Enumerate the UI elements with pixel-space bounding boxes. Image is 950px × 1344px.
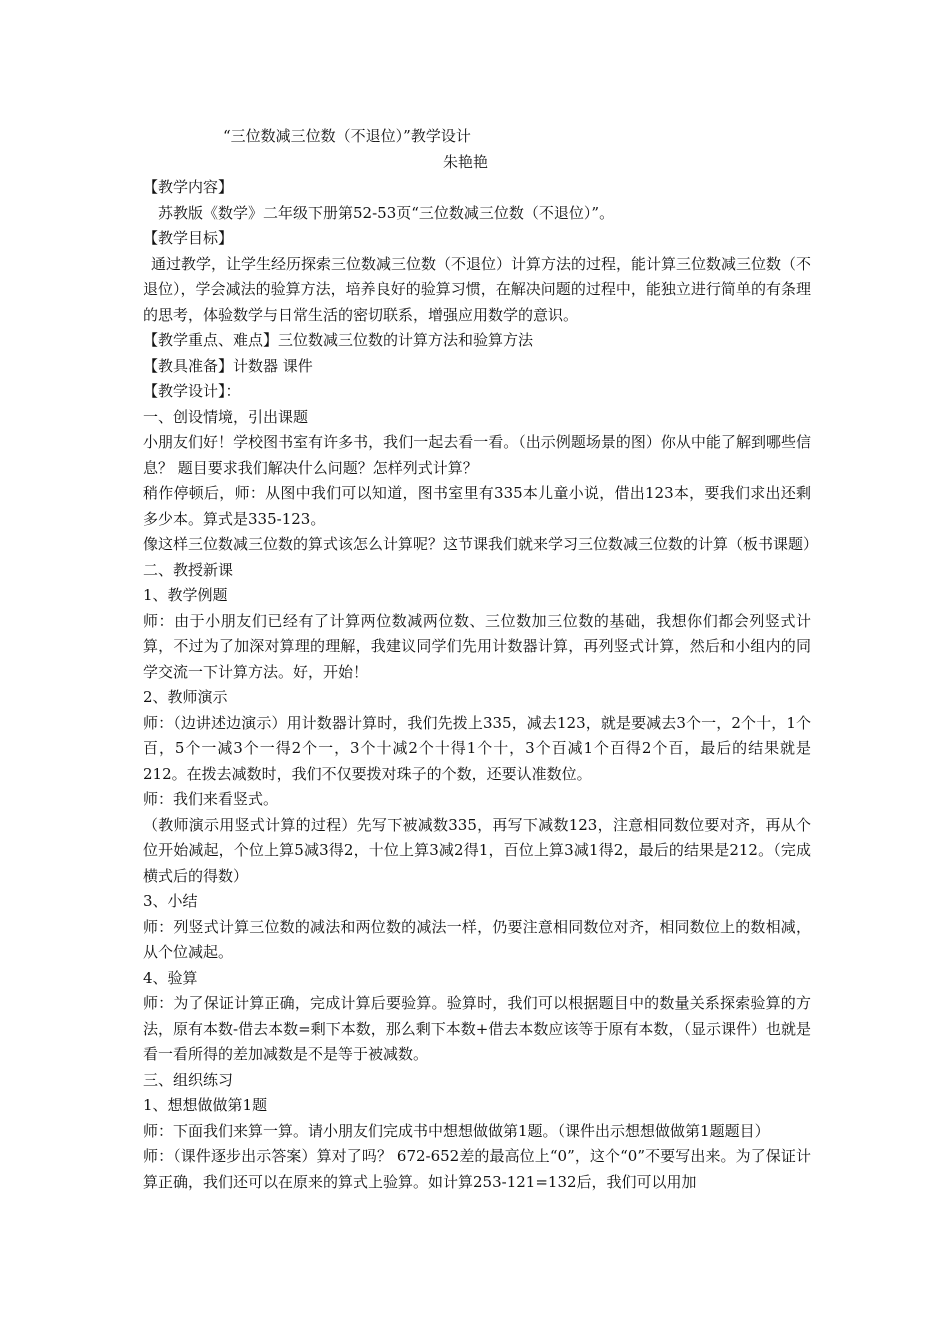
paragraph: 师：（课件逐步出示答案）算对了吗？ 672-652差的最高位上“0”，这个“0”不要写出来。为了保证计算正确，我们还可以在原来的算式上验算。如计算253-121=132后，我们可以用加 (143, 1147, 811, 1191)
paragraph: 师：（边讲述边演示）用计数器计算时，我们先拨上335，减去123，就是要减去3个一，2个十，1个百，5个一减3个一得2个一，3个十减2个十得1个十，3个百减1个百得2个百，最后的结果就是212。在拨去减数时，我们不仅要拨对珠子的个数，还要认准数位。 (143, 713, 811, 783)
paragraph: 苏教版《数学》二年级下册第52-53页“三位数减三位数（不退位）”。 (158, 203, 615, 222)
paragraph: 像这样三位数减三位数的算式该怎么计算呢？这节课我们就来学习三位数减三位数的计算（板书课题） (143, 535, 819, 553)
section-heading: 【教学目标】 (143, 229, 234, 247)
document-body (143, 124, 819, 1195)
paragraph: 小朋友们好！学校图书室有许多书，我们一起去看一看。（出示例题场景的图）你从中能了解到哪些信息？ 题目要求我们解决什么问题？怎样列式计算？ (143, 433, 811, 477)
paragraph: 通过教学，让学生经历探索三位数减三位数（不退位）计算方法的过程，能计算三位数减三位数（不退位），学会减法的验算方法，培养良好的验算习惯，在解决问题的过程中，能独立进行简单的有条理的思考，体验数学与日常生活的密切联系，增强应用数学的意识。 (143, 254, 812, 324)
paragraph: 师：由于小朋友们已经有了计算两位数减两位数、三位数加三位数的基础，我想你们都会列竖式计算，不过为了加深对算理的理解，我建议同学们先用计数器计算，再列竖式计算，然后和小组内的同学交流一下计算方法。好，开始！ (143, 611, 811, 681)
section-heading: 三、组织练习 (143, 1070, 234, 1089)
paragraph: 师：列竖式计算三位数的减法和两位数的减法一样，仍要注意相同数位对齐，相同数位上的数相减，从个位减起。 (143, 917, 811, 961)
section-heading: 【教学内容】 (143, 178, 234, 196)
paragraph: （教师演示用竖式计算的过程）先写下被减数335，再写下减数123，注意相同数位要对齐，再从个位开始减起，个位上算5减3得2，十位上算3减2得1，百位上算3减1得2，最后的结果是212。（完成横式后的得数） (143, 815, 811, 885)
paragraph: 师：为了保证计算正确，完成计算后要验算。验算时，我们可以根据题目中的数量关系探索验算的方法，原有本数-借去本数=剩下本数，那么剩下本数+借去本数应该等于原有本数，（显示课件）也就是看一看所得的差加减数是不是等于被减数。 (143, 994, 811, 1063)
section-heading: 1、想想做做第1题 (143, 1096, 268, 1114)
document-author: 朱艳艳 (443, 152, 489, 171)
section-heading: 4、验算 (143, 968, 198, 987)
paragraph: 师：下面我们来算一算。请小朋友们完成书中想想做做第1题。（课件出示想想做做第1题题目） (143, 1121, 770, 1140)
paragraph: 师：我们来看竖式。 (143, 790, 279, 808)
section-heading: 【教学重点、难点】三位数减三位数的计算方法和验算方法 (143, 331, 534, 349)
document-title: “三位数减三位数（不退位）”教学设计 (223, 127, 471, 145)
document-blocks (143, 175, 819, 1195)
section-heading: 3、小结 (143, 892, 198, 910)
section-heading: 【教具准备】计数器 课件 (143, 356, 313, 375)
section-heading: 2、教师演示 (143, 688, 228, 706)
section-heading: 二、教授新课 (143, 560, 234, 579)
paragraph: 稍作停顿后，师：从图中我们可以知道，图书室里有335本儿童小说，借出123本，要我们求出还剩多少本。算式是335-123。 (143, 484, 811, 528)
section-heading: 1、教学例题 (143, 586, 228, 604)
section-heading: 【教学设计】： (143, 382, 241, 400)
section-heading: 一、创设情境，引出课题 (143, 407, 309, 426)
